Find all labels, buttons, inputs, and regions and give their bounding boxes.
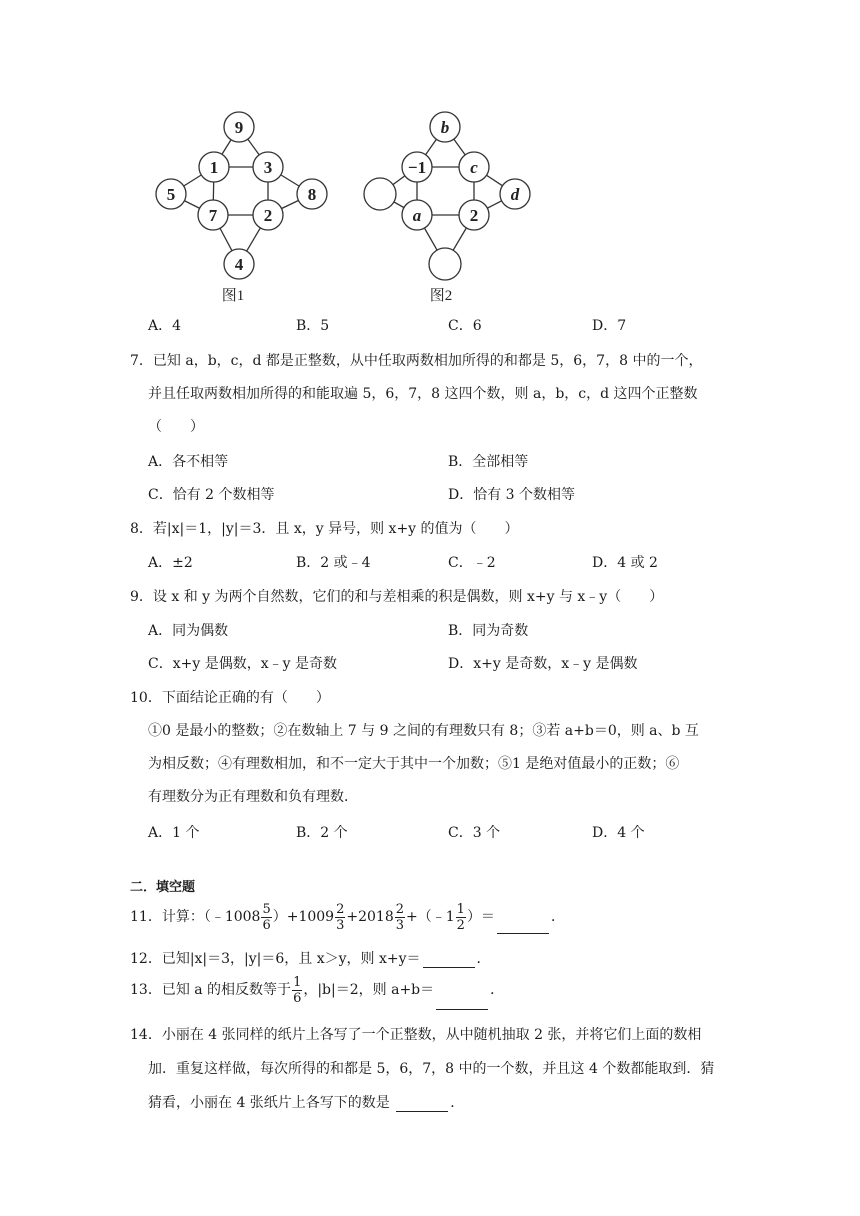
- q14-line1: 14．小丽在 4 张同样的纸片上各写了一个正整数，从中随机抽取 2 张，并将它们上面的数相: [130, 1027, 702, 1043]
- fig1-node-ul: 1: [209, 158, 219, 177]
- q10-option-c: C．3 个: [448, 825, 501, 841]
- q13: [130, 970, 504, 1010]
- q11-f4-num: 1: [456, 901, 465, 917]
- q11-prefix: 11．计算：（﹣1008: [130, 909, 261, 925]
- q9-option-a: A．同为偶数: [148, 623, 229, 639]
- q9-option-c: C．x+y 是偶数，x﹣y 是奇数: [148, 656, 337, 672]
- q10-line3: 有理数分为正有理数和负有理数．: [148, 789, 358, 805]
- q6-option-a: A．4: [148, 318, 182, 334]
- fig1-node-ll: 7: [208, 206, 218, 225]
- q8-option-c: C．﹣2: [448, 555, 496, 571]
- q13-end: ．: [490, 982, 505, 998]
- q11-f1-den: 6: [262, 917, 271, 933]
- q7-option-c: C．恰有 2 个数相等: [148, 487, 275, 503]
- q11-end: ．: [550, 909, 565, 925]
- q7-option-d: D．恰有 3 个数相等: [448, 487, 576, 503]
- q14-line3-wrap: [148, 1092, 464, 1112]
- q6-option-c: C．6: [448, 318, 482, 334]
- fig1-node-top: 9: [234, 118, 244, 137]
- fig1-node-lr: 2: [263, 206, 273, 225]
- fig2-node-lr: 2: [469, 206, 479, 225]
- q7-line3: （ ）: [148, 419, 204, 435]
- q13-f-num: 1: [293, 974, 302, 990]
- q10-option-a: A．1 个: [148, 825, 200, 841]
- fig1-node-left: 5: [166, 185, 176, 204]
- q11-f3-num: 2: [395, 901, 405, 917]
- q14-end: ．: [450, 1095, 465, 1111]
- fig2-node-top: b: [440, 118, 450, 137]
- q10-option-b: B．2 个: [296, 825, 348, 841]
- q13-answer-blank[interactable]: [436, 995, 488, 1010]
- q7-option-b: B．全部相等: [448, 454, 529, 470]
- q12-text: 12．已知|x|＝3，|y|＝6，且 x＞y，则 x+y＝: [130, 951, 421, 967]
- fig1-node-ur: 3: [263, 158, 273, 177]
- q12: [130, 948, 491, 968]
- fig1-node-bottom: 4: [234, 255, 244, 274]
- q13-fraction: [292, 976, 302, 1005]
- q6-option-b: B．5: [296, 318, 330, 334]
- q11-f1-num: 5: [262, 901, 271, 917]
- fig2-node-ll: a: [412, 206, 422, 225]
- q11-mid3: +（﹣1: [406, 909, 455, 925]
- figure-2: [355, 110, 545, 305]
- section-title-fill-in: 二．填空题: [130, 880, 196, 895]
- fig2-node-ur: c: [470, 158, 478, 177]
- q11-f2-den: 3: [336, 917, 345, 933]
- q11: [130, 900, 565, 934]
- q13-prefix: 13．已知 a 的相反数等于: [130, 982, 292, 998]
- q11-f3-den: 3: [395, 917, 405, 933]
- q12-answer-blank[interactable]: [423, 953, 475, 968]
- figure-1: [150, 110, 340, 305]
- q11-fraction-3: [395, 903, 405, 932]
- q9-option-b: B．同为奇数: [448, 623, 529, 639]
- q7-line1: 7．已知 a，b，c，d 都是正整数，从中任取两数相加所得的和都是 5，6，7，8 中的一个，: [130, 353, 703, 369]
- q10-option-d: D．4 个: [592, 825, 645, 841]
- q11-suffix: ）＝: [466, 909, 495, 925]
- q13-suffix: ，|b|＝2，则 a+b＝: [303, 982, 435, 998]
- q11-fraction-4: [456, 903, 466, 932]
- q11-mid1: ）+1009: [272, 909, 335, 925]
- q9-option-d: D．x+y 是奇数，x﹣y 是偶数: [448, 656, 638, 672]
- q11-fraction-1: [261, 903, 271, 932]
- q13-f-den: 6: [293, 990, 302, 1006]
- q8-option-b: B．2 或﹣4: [296, 555, 371, 571]
- q10-text: 10．下面结论正确的有（ ）: [130, 690, 330, 706]
- fig1-node-right: 8: [307, 185, 317, 204]
- q7-option-a: A．各不相等: [148, 454, 229, 470]
- q7-line2: 并且任取两数相加所得的和能取遍 5，6，7，8 这四个数，则 a，b，c，d 这四个正整数: [148, 386, 698, 402]
- q8-text: 8．若|x|＝1，|y|＝3．且 x，y 异号，则 x+y 的值为（ ）: [130, 521, 519, 537]
- q11-f4-den: 2: [456, 917, 465, 933]
- fig2-caption: 图2: [429, 288, 453, 304]
- q14-line3: 猜看，小丽在 4 张纸片上各写下的数是: [148, 1095, 395, 1111]
- q11-fraction-2: [335, 903, 345, 932]
- fig2-node-right: d: [510, 185, 520, 204]
- q11-mid2: +2018: [346, 909, 394, 925]
- q10-line2: 为相反数；④有理数相加，和不一定大于其中一个加数；⑤1 是绝对值最小的正数；⑥: [148, 756, 680, 772]
- q11-answer-blank[interactable]: [497, 919, 549, 934]
- q6-option-d: D．7: [592, 318, 627, 334]
- fig1-caption: 图1: [221, 288, 245, 304]
- q12-end: ．: [476, 951, 491, 967]
- q10-line1: ①0 是最小的整数；②在数轴上 7 与 9 之间的有理数只有 8；③若 a+b＝0，则 a、b 互: [148, 723, 699, 739]
- q14-answer-blank[interactable]: [396, 1097, 448, 1112]
- q8-option-d: D．4 或 2: [592, 555, 658, 571]
- q8-option-a: A．±2: [148, 555, 193, 571]
- q11-f2-num: 2: [336, 901, 345, 917]
- fig2-node-ul: −1: [407, 158, 427, 177]
- q14-line2: 加．重复这样做，每次所得的和都是 5，6，7，8 中的一个数，并且这 4 个数都能取到．猜: [148, 1061, 715, 1077]
- q9-text: 9．设 x 和 y 为两个自然数，它们的和与差相乘的积是偶数，则 x+y 与 x﹣y（ ）: [130, 589, 664, 605]
